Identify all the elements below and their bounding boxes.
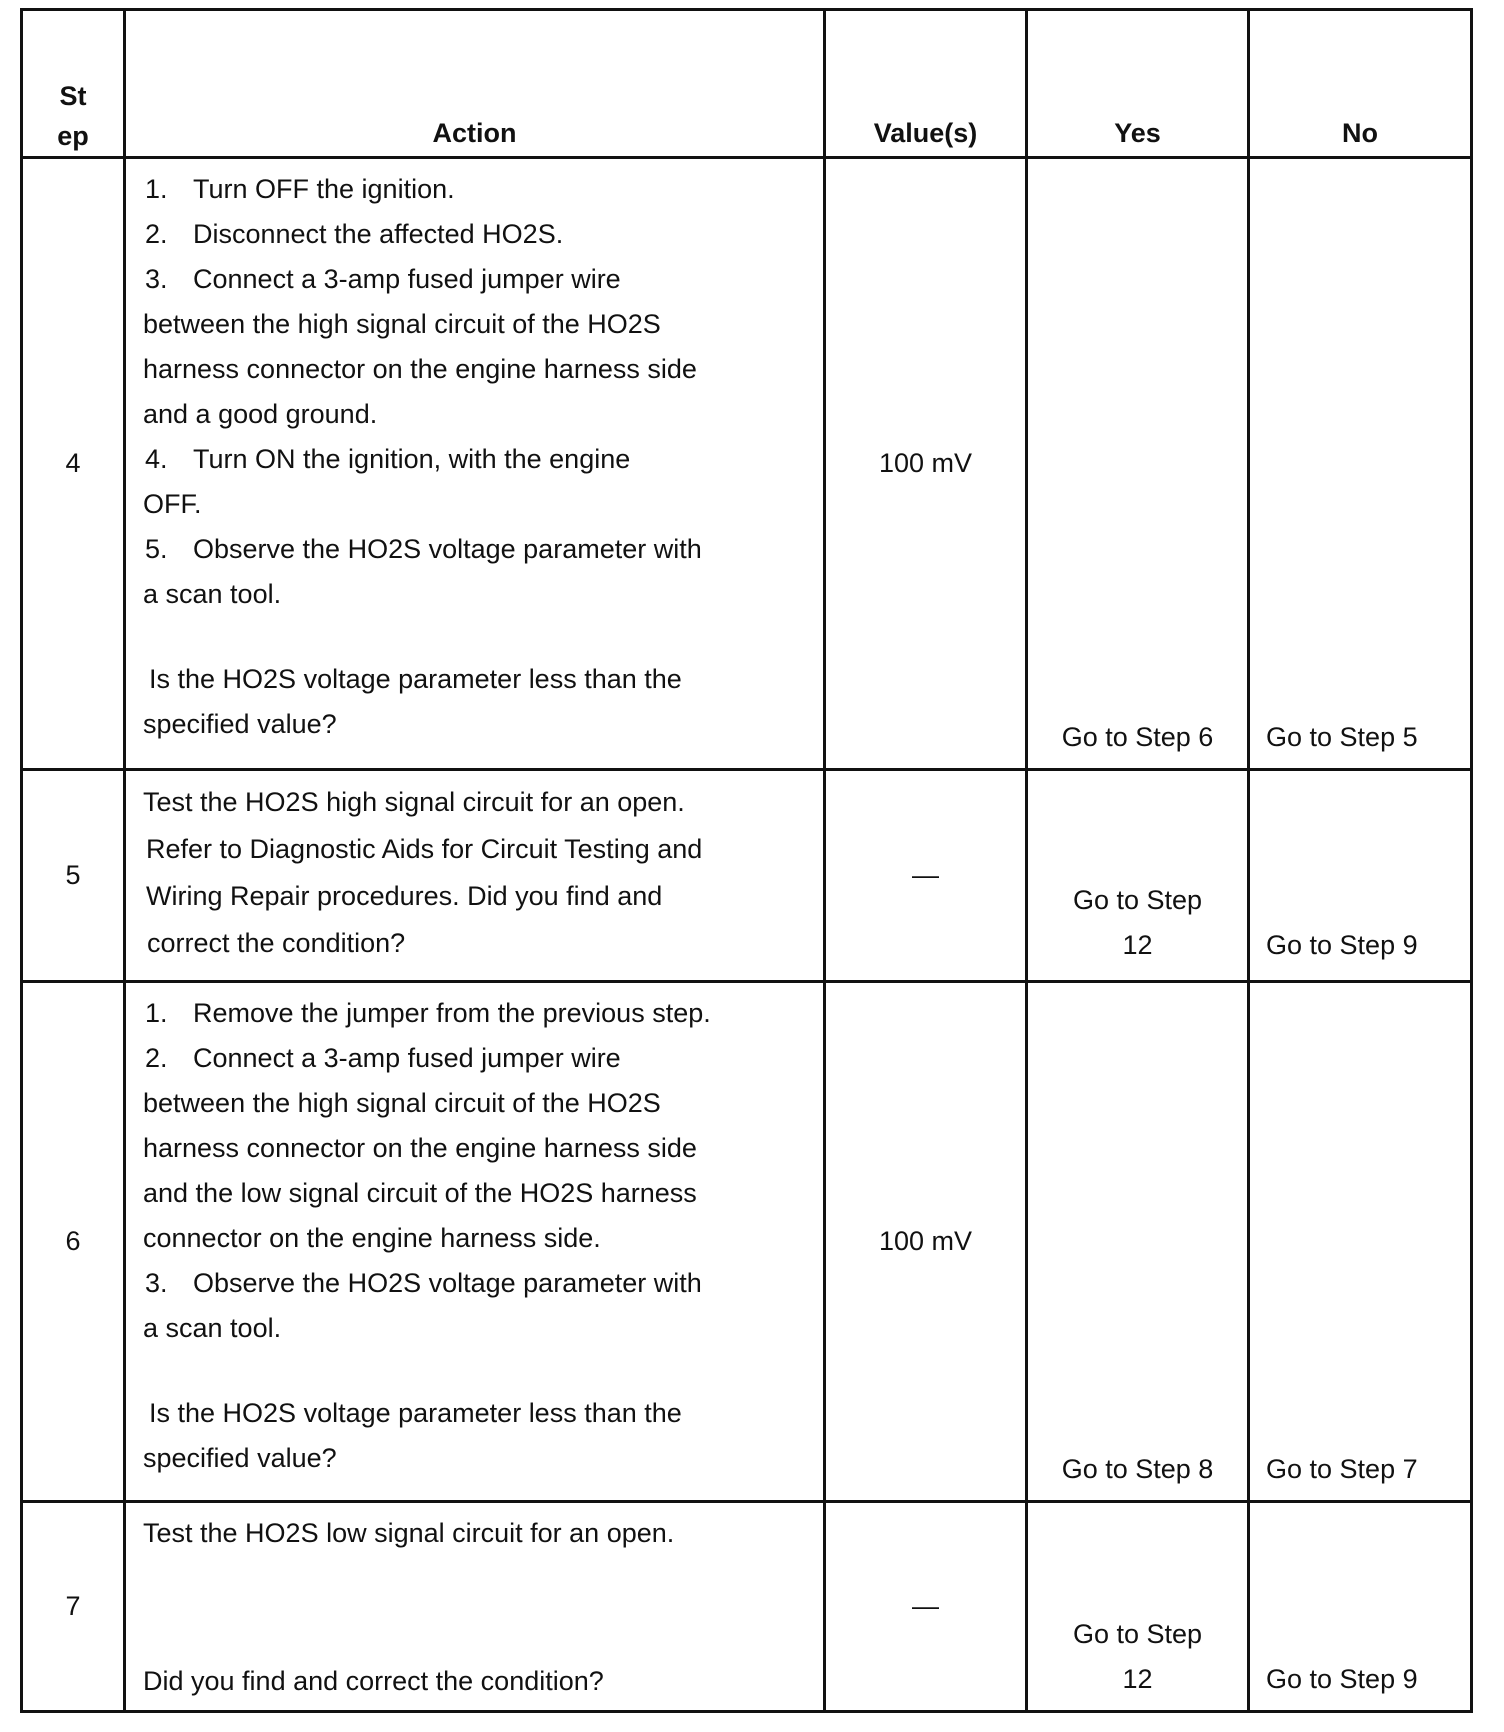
step-number: 5 [22, 770, 125, 982]
action-line: a scan tool. [143, 579, 282, 609]
step-number: 7 [22, 1502, 125, 1712]
action-line: 3. Observe the HO2S voltage parameter with [145, 1268, 702, 1298]
action-line: and the low signal circuit of the HO2S harness [143, 1178, 697, 1208]
no-cell: Go to Step 5 [1249, 158, 1472, 770]
action-cell [125, 770, 825, 982]
no-cell: Go to Step 9 [1249, 770, 1472, 982]
question-text: Is the HO2S voltage parameter less than the [149, 1398, 682, 1428]
header-no: No [1249, 10, 1472, 158]
action-line: a scan tool. [143, 1313, 282, 1343]
header-values: Value(s) [825, 10, 1027, 158]
action-line: 3. Connect a 3-amp fused jumper wire [145, 264, 621, 294]
no-cell: Go to Step 9 [1249, 1502, 1472, 1712]
action-line: Wiring Repair procedures. Did you find and [146, 881, 663, 911]
header-row [22, 10, 1472, 158]
header-step: St ep [22, 10, 125, 158]
action-line: 1. Remove the jumper from the previous step. [145, 998, 711, 1028]
action-line: and a good ground. [143, 399, 378, 429]
question-text: Is the HO2S voltage parameter less than the [149, 664, 682, 694]
diagnostic-table [20, 8, 1473, 1713]
action-line: Test the HO2S high signal circuit for an open. [143, 787, 685, 817]
action-cell [125, 982, 825, 1502]
value-cell: 100 mV [825, 158, 1027, 770]
action-line: harness connector on the engine harness side [143, 354, 697, 384]
no-cell: Go to Step 7 [1249, 982, 1472, 1502]
action-line: 2. Disconnect the affected HO2S. [145, 219, 564, 249]
action-line: Refer to Diagnostic Aids for Circuit Testing and [146, 834, 703, 864]
action-line: Test the HO2S low signal circuit for an open. [143, 1518, 675, 1548]
value-cell: — [825, 770, 1027, 982]
action-line: 4. Turn ON the ignition, with the engine [145, 444, 631, 474]
action-line: between the high signal circuit of the HO2S [143, 1088, 661, 1118]
yes-cell: Go to Step 6 [1027, 158, 1249, 770]
action-line: OFF. [143, 489, 202, 519]
table-row-step-5 [22, 770, 1472, 982]
yes-cell: Go to Step 8 [1027, 982, 1249, 1502]
action-line: harness connector on the engine harness side [143, 1133, 697, 1163]
value-cell: — [825, 1502, 1027, 1712]
value-cell: 100 mV [825, 982, 1027, 1502]
yes-cell: Go to Step 12 [1027, 770, 1249, 982]
action-line: correct the condition? [147, 928, 406, 958]
action-line: 5. Observe the HO2S voltage parameter with [145, 534, 702, 564]
table-row-step-4 [22, 158, 1472, 770]
header-yes: Yes [1027, 10, 1249, 158]
action-cell [125, 158, 825, 770]
question-text: specified value? [143, 1443, 337, 1473]
action-line: 1. Turn OFF the ignition. [145, 174, 455, 204]
step-number: 6 [22, 982, 125, 1502]
step-number: 4 [22, 158, 125, 770]
action-line: connector on the engine harness side. [143, 1223, 601, 1253]
action-cell [125, 1502, 825, 1712]
yes-cell: Go to Step 12 [1027, 1502, 1249, 1712]
table-row-step-6 [22, 982, 1472, 1502]
header-action: Action [125, 10, 825, 158]
question-text: Did you find and correct the condition? [143, 1666, 604, 1696]
table-row-step-7 [22, 1502, 1472, 1712]
action-line: 2. Connect a 3-amp fused jumper wire [145, 1043, 621, 1073]
question-text: specified value? [143, 709, 337, 739]
action-line: between the high signal circuit of the HO2S [143, 309, 661, 339]
